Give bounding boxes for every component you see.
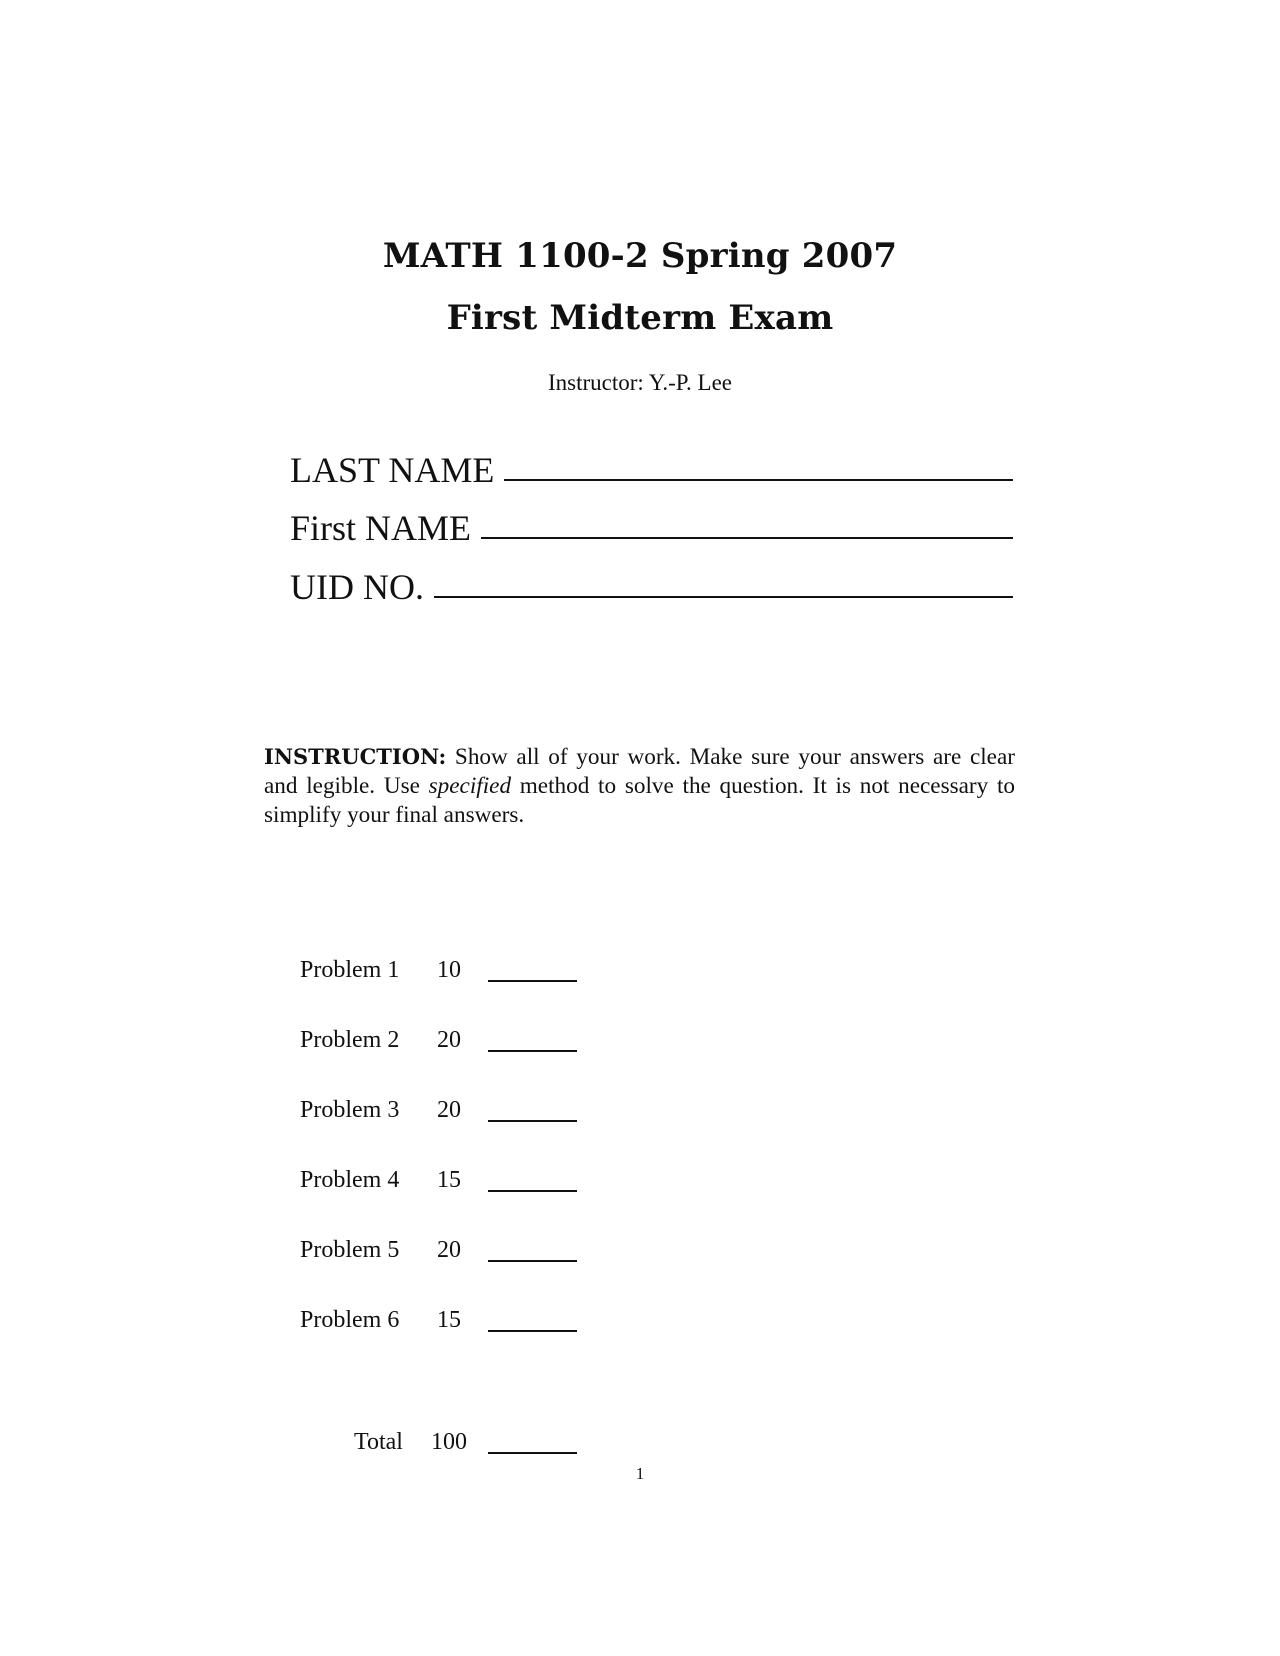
- instructor-line: Instructor: Y.-P. Lee: [548, 370, 732, 395]
- problem-points: 20: [437, 1237, 461, 1263]
- instruction-lead: INSTRUCTION:: [264, 744, 447, 769]
- instruction-text-1: Show all of your work. Make sure your answers are clear and legible. Use: [264, 744, 1015, 799]
- score-row-problem-3: [0, 1095, 700, 1125]
- first-name-field: [290, 508, 1013, 548]
- total-points: 100: [431, 1429, 467, 1455]
- course-title: MATH 1100-2 Spring 2007: [382, 236, 898, 276]
- problem-points: 10: [437, 957, 461, 983]
- score-blank[interactable]: [488, 1260, 577, 1262]
- score-row-problem-4: [0, 1165, 700, 1195]
- score-row-problem-1: [0, 955, 700, 985]
- exam-title: First Midterm Exam: [446, 298, 834, 338]
- total-label: Total: [354, 1429, 403, 1455]
- first-name-blank[interactable]: [481, 537, 1013, 539]
- instruction-emphasis: specified: [428, 773, 512, 799]
- last-name-field: [290, 450, 1013, 490]
- score-row-problem-2: [0, 1025, 700, 1055]
- problem-label: Problem 3: [300, 1097, 400, 1123]
- score-row-problem-5: [0, 1235, 700, 1265]
- last-name-label: LAST NAME: [290, 450, 495, 490]
- problem-points: 20: [437, 1027, 461, 1053]
- problem-points: 15: [437, 1167, 461, 1193]
- total-score-blank[interactable]: [488, 1452, 577, 1454]
- problem-label: Problem 4: [300, 1167, 400, 1193]
- score-row-problem-6: [0, 1305, 700, 1335]
- last-name-blank[interactable]: [504, 479, 1013, 481]
- page-number: 1: [635, 1464, 645, 1483]
- instruction-text-2: method to solve the question. It is not necessary to simplify your final answers.: [264, 773, 1015, 828]
- problem-points: 20: [437, 1097, 461, 1123]
- uid-field: [290, 567, 1013, 607]
- score-row-total: [0, 1427, 700, 1457]
- problem-label: Problem 5: [300, 1237, 400, 1263]
- score-blank[interactable]: [488, 1120, 577, 1122]
- problem-label: Problem 2: [300, 1027, 400, 1053]
- problem-label: Problem 6: [300, 1307, 400, 1333]
- score-blank[interactable]: [488, 1050, 577, 1052]
- score-blank[interactable]: [488, 1190, 577, 1192]
- uid-blank[interactable]: [434, 596, 1013, 598]
- uid-label: UID NO.: [290, 567, 424, 607]
- problem-points: 15: [437, 1307, 461, 1333]
- instruction-paragraph: [264, 742, 1015, 830]
- score-blank[interactable]: [488, 1330, 577, 1332]
- problem-label: Problem 1: [300, 957, 400, 983]
- first-name-label: First NAME: [290, 508, 472, 548]
- score-blank[interactable]: [488, 980, 577, 982]
